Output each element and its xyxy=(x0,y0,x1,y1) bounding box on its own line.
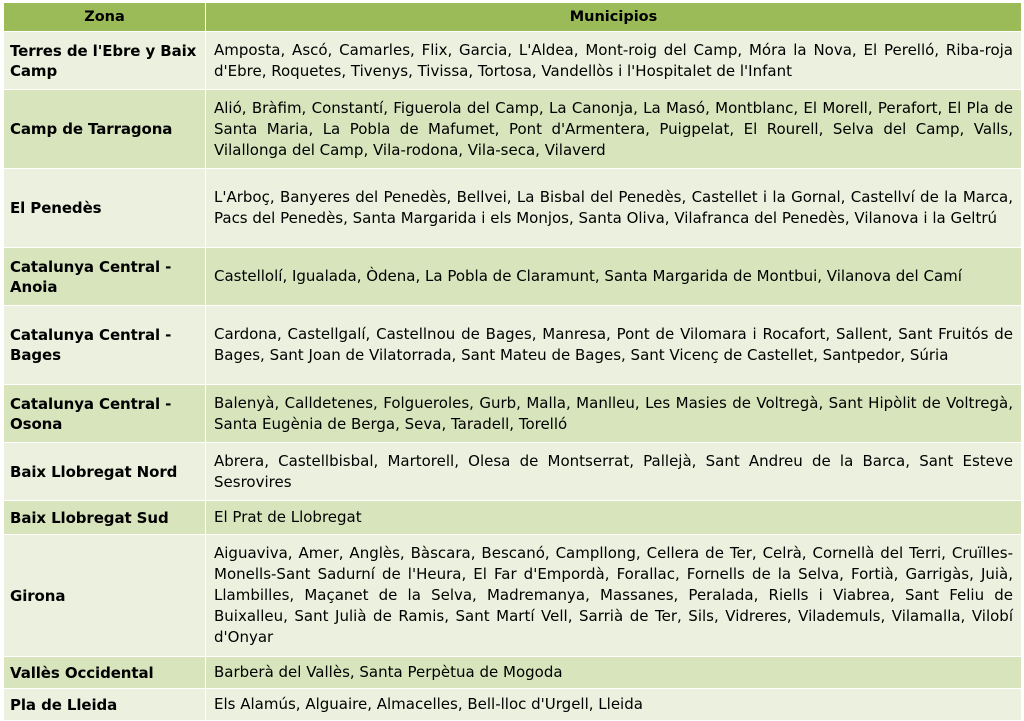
zona-cell: Pla de Lleida xyxy=(4,689,206,721)
header-zona: Zona xyxy=(4,3,206,32)
zona-cell: Vallès Occidental xyxy=(4,657,206,689)
header-row xyxy=(4,3,1022,32)
table-row xyxy=(4,501,1022,535)
table-row xyxy=(4,169,1022,248)
table-row xyxy=(4,385,1022,443)
zones-table xyxy=(3,2,1022,721)
municipios-cell: Amposta, Ascó, Camarles, Flix, Garcia, L'Aldea, Mont-roig del Camp, Móra la Nova, El Perelló, Riba-roja d'Ebre, Roquetes, Tivenys, Tivissa, Tortosa, Vandellòs i l'Hospitalet de l'Infant xyxy=(206,32,1022,90)
municipios-cell: Alió, Bràfim, Constantí, Figuerola del Camp, La Canonja, La Masó, Montblanc, El Morell, Perafort, El Pla de Santa Maria, La Pobla de Mafumet, Pont d'Armentera, Puigpelat, El Rourell, Selva del Camp, Valls, Vilallonga del Camp, Vila-rodona, Vila-seca, Vilaverd xyxy=(206,90,1022,169)
municipios-cell: Cardona, Castellgalí, Castellnou de Bages, Manresa, Pont de Vilomara i Rocafort, Sallent, Sant Fruitós de Bages, Sant Joan de Vilatorrada, Sant Mateu de Bages, Sant Vicenç de Castellet, Santpedor, Súria xyxy=(206,306,1022,385)
municipios-cell: Barberà del Vallès, Santa Perpètua de Mogoda xyxy=(206,657,1022,689)
municipios-cell: Castellolí, Igualada, Òdena, La Pobla de Claramunt, Santa Margarida de Montbui, Vilanova del Camí xyxy=(206,248,1022,306)
table-row xyxy=(4,306,1022,385)
table-row xyxy=(4,443,1022,501)
zona-cell: Catalunya Central - Bages xyxy=(4,306,206,385)
zona-cell: Catalunya Central - Anoia xyxy=(4,248,206,306)
municipios-cell: Balenyà, Calldetenes, Folgueroles, Gurb, Malla, Manlleu, Les Masies de Voltregà, Sant Hipòlit de Voltregà, Santa Eugènia de Berga, Seva, Taradell, Torelló xyxy=(206,385,1022,443)
zona-cell: Terres de l'Ebre y Baix Camp xyxy=(4,32,206,90)
municipios-cell: L'Arboç, Banyeres del Penedès, Bellvei, La Bisbal del Penedès, Castellet i la Gornal, Castellví de la Marca, Pacs del Penedès, Santa Margarida i els Monjos, Santa Oliva, Vilafranca del Penedès, Vilanova i la Geltrú xyxy=(206,169,1022,248)
table-row xyxy=(4,657,1022,689)
header-municipios: Municipios xyxy=(206,3,1022,32)
table-row xyxy=(4,32,1022,90)
zona-cell: Catalunya Central - Osona xyxy=(4,385,206,443)
zona-cell: Camp de Tarragona xyxy=(4,90,206,169)
table-row xyxy=(4,90,1022,169)
municipios-cell: El Prat de Llobregat xyxy=(206,501,1022,535)
zona-cell: Baix Llobregat Sud xyxy=(4,501,206,535)
municipios-cell: Abrera, Castellbisbal, Martorell, Olesa de Montserrat, Pallejà, Sant Andreu de la Barca, Sant Esteve Sesrovires xyxy=(206,443,1022,501)
table-row xyxy=(4,535,1022,657)
municipios-cell: Aiguaviva, Amer, Anglès, Bàscara, Bescanó, Campllong, Cellera de Ter, Celrà, Cornellà del Terri, Cruïlles-Monells-Sant Sadurní de l'Heura, El Far d'Empordà, Forallac, Fornells de la Selva, Fortià, Garrigàs, Juià, Llambilles, Maçanet de la Selva, Madremanya, Massanes, Peralada, Riells i Viabrea, Sant Feliu de Buixalleu, Sant Julià de Ramis, Sant Martí Vell, Sarrià de Ter, Sils, Vidreres, Vilademuls, Vilamalla, Vilobí d'Onyar xyxy=(206,535,1022,657)
table-row xyxy=(4,689,1022,721)
zona-cell: El Penedès xyxy=(4,169,206,248)
zona-cell: Girona xyxy=(4,535,206,657)
zona-cell: Baix Llobregat Nord xyxy=(4,443,206,501)
municipios-cell: Els Alamús, Alguaire, Almacelles, Bell-lloc d'Urgell, Lleida xyxy=(206,689,1022,721)
table-row xyxy=(4,248,1022,306)
